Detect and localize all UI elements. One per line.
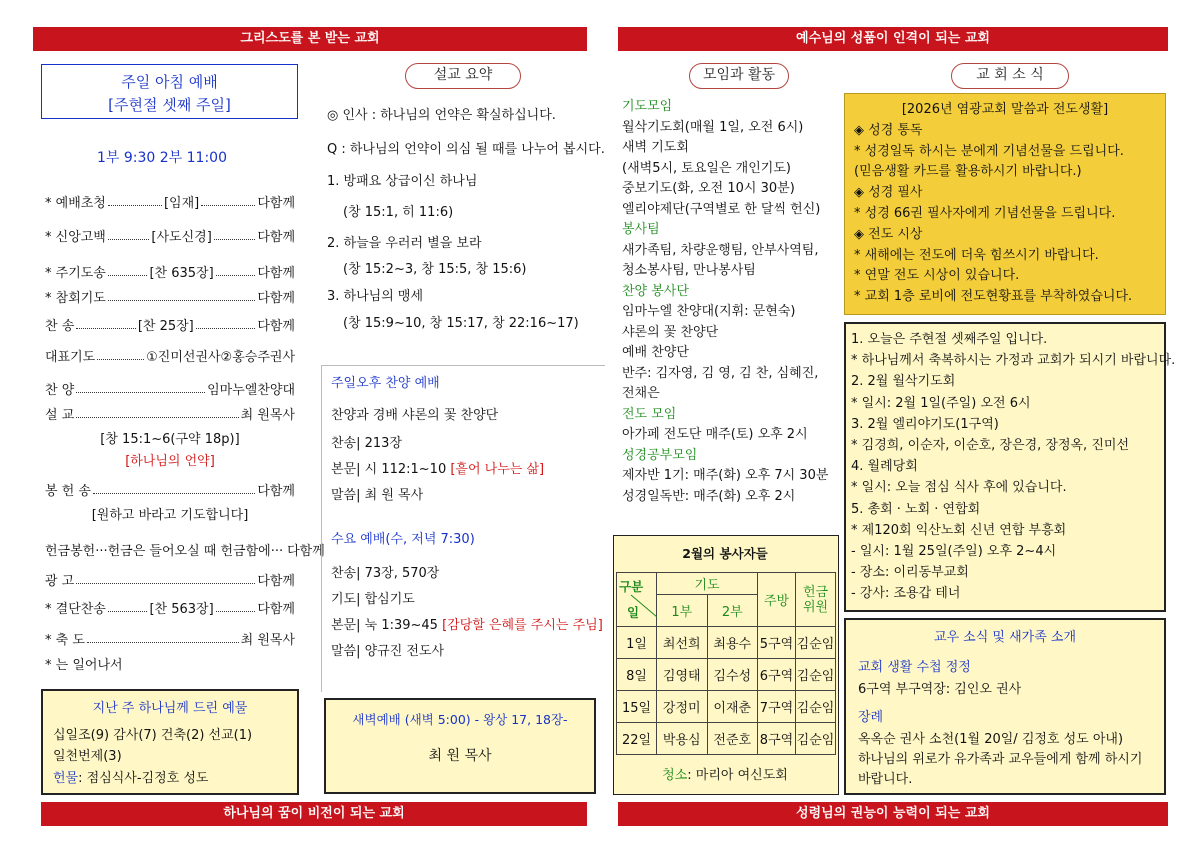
wed-line-2: 기도| 합심기도 [331, 592, 415, 607]
gift-label: 헌물 [53, 771, 79, 786]
dawn-speaker: 최 원 목사 [428, 748, 492, 764]
table-cell: 김순임 [796, 659, 836, 691]
table-row [617, 627, 836, 659]
order2-row [45, 480, 295, 498]
meetings-line: 중보기도(화, 오전 10시 30분) [622, 181, 795, 196]
offering-line-2: 일천번제(3) [53, 749, 122, 764]
table-cell: 전준호 [707, 723, 758, 755]
news-gold-line: ◈ 성경 필사 [854, 185, 923, 201]
dot-leader [108, 196, 162, 206]
order-row [45, 287, 295, 305]
gift-value: : 점심식사-김정호 성도 [78, 771, 209, 786]
cleaning-label: 청소 [662, 768, 688, 783]
news-gold-line: [2026년 염광교회 말씀과 전도생활] [901, 102, 1109, 117]
dot-leader [76, 574, 255, 584]
order-row [45, 226, 295, 244]
sermon-title: [하나님의 언약] [125, 454, 215, 469]
order2-row [45, 598, 295, 616]
order2-person: 최 원목사 [240, 632, 295, 648]
order2-row [45, 570, 295, 588]
members-heading-2: 장례 [858, 710, 884, 725]
table-cell: 김영태 [657, 659, 708, 691]
table-cell: 최용수 [707, 627, 758, 659]
banner-top-right: 예수님의 성품이 인격이 되는 교회 [618, 27, 1168, 51]
news-item: 3. 2월 엘리야기도(1구역) [851, 416, 999, 432]
dot-leader [97, 350, 144, 360]
meetings-line: 임마누엘 찬양대(지휘: 문현숙) [622, 304, 796, 319]
pm-sermon-title: [흩어 나누는 삶] [450, 462, 545, 477]
order2-label: * 결단찬송 [45, 601, 106, 617]
worship-subtitle: [주현절 셋째 주일] [108, 96, 231, 114]
order2-label: 광 고 [45, 573, 75, 589]
order-person: 다함께 [257, 290, 295, 306]
news-item: - 장소: 이리동부교회 [851, 565, 969, 581]
sermon-line: ◎ 인사 : 하나님의 언약은 확실하십니다. [327, 108, 556, 123]
order-row [45, 315, 295, 333]
header-gubun: 구분 [619, 579, 644, 594]
meetings-line: (새벽5시, 토요일은 개인기도) [622, 160, 791, 176]
table-row [617, 659, 836, 691]
dot-leader [93, 484, 255, 494]
order-label: * 신앙고백 [45, 229, 106, 245]
sermon-line: 1. 방패요 상급이신 하나님 [327, 174, 478, 189]
pm-line-2: 찬송| 213장 [331, 436, 402, 451]
members-line-4: 바랍니다. [858, 772, 913, 787]
worship-title-box [41, 64, 298, 119]
meetings-heading: 성경공부모임 [622, 447, 698, 463]
order-label: * 주기도송 [45, 265, 106, 281]
members-heading-1: 교회 생활 수첩 정정 [858, 660, 971, 675]
news-item: - 일시: 1월 25일(주일) 오후 2~4시 [851, 544, 1057, 559]
meetings-line: 성경일독반: 매주(화) 오후 2시 [622, 488, 796, 504]
table-cell: 22일 [617, 723, 657, 755]
order-row [45, 346, 295, 364]
header-service-2: 2부 [707, 595, 758, 627]
table-cell: 6구역 [758, 659, 796, 691]
wed-line-3 [331, 618, 603, 634]
header-gubun-il [617, 573, 657, 627]
members-line-2: 옥옥순 권사 소천(1월 20일/ 김정호 성도 아내) [858, 732, 1124, 747]
order-label: 설 교 [45, 407, 75, 423]
worship-title: 주일 아침 예배 [121, 73, 218, 91]
meetings-line: 반주: 김자영, 김 영, 김 찬, 심혜진, [622, 365, 819, 381]
pm-line-1: 찬양과 경배 샤론의 꽃 찬양단 [331, 408, 499, 423]
order2-person: 다함께 [257, 483, 295, 499]
news-item: 1. 오늘은 주현절 셋째주일 입니다. [851, 332, 1048, 347]
dot-leader [76, 383, 205, 393]
worship-times: 1부 9:30 2부 11:00 [97, 150, 227, 166]
members-title: 교우 소식 및 새가족 소개 [933, 630, 1077, 645]
meetings-line: 샤론의 꽃 찬양단 [622, 324, 719, 340]
banner-top-left: 그리스도를 본 받는 교회 [33, 27, 587, 51]
sermon-line: (창 15:2~3, 창 15:5, 창 15:6) [343, 262, 527, 277]
order-label: 찬 송 [45, 318, 75, 334]
pm-line-3 [331, 462, 544, 478]
meetings-line: 전채은 [622, 386, 660, 401]
table-cell: 5구역 [758, 627, 796, 659]
news-item: * 일시: 오늘 점심 식사 후에 있습니다. [851, 480, 1067, 496]
news-item: 2. 2월 월삭기도회 [851, 374, 956, 390]
dawn-title: 새벽예배 (새벽 5:00) - 왕상 17, 18장- [352, 712, 568, 727]
servants-table [616, 572, 836, 755]
standing-note: * 는 일어나서 [45, 658, 123, 673]
offering-gift [53, 771, 208, 787]
order2-person: 다함께 [257, 601, 295, 617]
meetings-line: 청소봉사팀, 만나봉사팀 [622, 263, 756, 278]
meetings-line: 새벽 기도회 [622, 140, 689, 155]
order2-hymn: [찬 563장] [149, 601, 214, 617]
sermon-line: 2. 하늘을 우러러 별을 보라 [327, 236, 482, 251]
sermon-line: Q : 하나님의 언약이 의심 될 때를 나누어 봅시다. [327, 142, 605, 157]
pm-scripture: 본문| 시 112:1~10 [331, 462, 451, 477]
order-person: 다함께 [257, 229, 296, 245]
news-gold-line: (믿음생활 카드를 활용하시기 바랍니다.) [854, 164, 1082, 180]
news-item: * 김경희, 이순자, 이순호, 장은경, 장정옥, 진미선 [851, 438, 1129, 453]
news-gold-line: ◈ 전도 시상 [854, 226, 923, 242]
wed-line-1: 찬송| 73장, 570장 [331, 566, 440, 581]
order-row [45, 262, 295, 280]
cleaning-value: : 마리아 여신도회 [687, 768, 788, 783]
banner-bottom-left: 하나님의 꿈이 비전이 되는 교회 [41, 802, 587, 826]
meetings-title: 모임과 활동 [689, 63, 789, 89]
dot-leader [76, 408, 238, 418]
order2-label: * 축 도 [45, 632, 85, 648]
members-box [844, 618, 1166, 795]
offering-box [41, 689, 299, 795]
meetings-line: 제자반 1기: 매주(화) 오후 7시 30분 [622, 468, 829, 483]
meetings-line: 월삭기도회(매월 1일, 오전 6시) [622, 119, 804, 135]
news-item: - 강사: 조용갑 테너 [851, 586, 961, 602]
meetings-line: 아가페 전도단 매주(토) 오후 2시 [622, 427, 808, 442]
header-il: 일 [627, 605, 640, 620]
banner-bottom-right: 성령님의 권능이 능력이 되는 교회 [618, 802, 1168, 826]
sermon-line: (창 15:9~10, 창 15:17, 창 22:16~17) [343, 316, 579, 331]
sermon-scripture: [창 15:1~6(구약 18p)] [100, 432, 240, 447]
servants-title: 2월의 봉사자들 [682, 546, 768, 561]
order-person: 다함께 [257, 195, 296, 211]
table-cell: 김수성 [707, 659, 758, 691]
dot-leader [108, 230, 150, 240]
meetings-heading: 찬양 봉사단 [622, 283, 689, 299]
news-gold-line: * 성경 66권 필사자에게 기념선물을 드립니다. [854, 206, 1116, 221]
dot-leader [214, 230, 256, 240]
sermon-line: 3. 하나님의 맹세 [327, 289, 424, 304]
order-row [45, 404, 295, 422]
table-cell: 강정미 [657, 691, 708, 723]
meetings-heading: 봉사팀 [622, 222, 660, 237]
dot-leader [201, 196, 255, 206]
order-person: 임마누엘찬양대 [207, 382, 295, 398]
order-label: * 참회기도 [45, 290, 106, 306]
news-title: 교 회 소 식 [951, 63, 1069, 89]
order2-row [45, 629, 295, 647]
dawn-box [324, 698, 596, 794]
order2-label: 헌금봉헌···헌금은 들어오실 때 헌금함에··· [45, 543, 284, 559]
table-cell: 최선희 [657, 627, 708, 659]
table-cell: 박용심 [657, 723, 708, 755]
meetings-heading: 기도모임 [622, 99, 673, 114]
dot-leader [87, 633, 239, 643]
order2-person: 다함께 [257, 573, 295, 589]
dot-leader [108, 602, 148, 612]
table-cell: 1일 [617, 627, 657, 659]
table-row [617, 723, 836, 755]
meetings-line: 새가족팀, 차량운행팀, 안부사역팀, [622, 242, 819, 258]
wed-line-4: 말씀| 양규진 전도사 [331, 644, 445, 659]
order-hymn: [찬 25장] [137, 318, 194, 334]
sermon-summary-title: 설교 요약 [405, 63, 521, 89]
wed-title: 수요 예배(수, 저녁 7:30) [331, 532, 475, 547]
news-gold-line: * 성경일독 하시는 분에게 기념선물을 드립니다. [854, 143, 1124, 159]
order-row [45, 192, 295, 210]
meetings-line: 예배 찬양단 [622, 345, 689, 360]
order2-person: 다함께 [287, 543, 325, 559]
order-hymn: [사도신경] [151, 229, 212, 245]
members-line-1: 6구역 부구역장: 김인오 권사 [858, 682, 1022, 697]
news-gold-line: * 연말 전도 시상이 있습니다. [854, 268, 1020, 284]
header-kitchen: 주방 [758, 573, 796, 627]
meetings-line: 엘리야제단(구역별로 한 달씩 헌신) [622, 201, 821, 217]
offering-song: [원하고 바라고 기도합니다] [91, 508, 249, 523]
members-line-3: 하나님의 위로가 유가족과 교우들에게 함께 하시기 [858, 752, 1143, 767]
order2-row [45, 540, 325, 559]
order2-label: 봉 헌 송 [45, 483, 91, 499]
table-cell: 이재춘 [707, 691, 758, 723]
table-cell: 8일 [617, 659, 657, 691]
dot-leader [196, 319, 256, 329]
news-item: 5. 총회 · 노회 · 연합회 [851, 501, 981, 517]
order-label: 찬 양 [45, 382, 75, 398]
sermon-line: (창 15:1, 히 11:6) [343, 205, 454, 220]
order-person: 다함께 [257, 318, 295, 334]
offering-title: 지난 주 하나님께 드린 예물 [92, 701, 248, 716]
news-item: * 하나님께서 축복하시는 가정과 교회가 되시기 바랍니다. [851, 353, 1176, 369]
cleaning-line [614, 768, 836, 784]
dot-leader [216, 266, 256, 276]
dot-leader [108, 266, 148, 276]
news-item: * 제120회 익산노회 신년 연합 부흥회 [851, 522, 1067, 538]
dot-leader [216, 602, 256, 612]
servants-box [613, 535, 839, 795]
order-person: 최 원목사 [240, 407, 295, 423]
wed-scripture: 본문| 눅 1:39~45 [331, 618, 443, 633]
order-hymn: [임재] [163, 195, 200, 211]
header-service-1: 1부 [657, 595, 708, 627]
header-offering-committee: 헌금 위원 [796, 573, 836, 627]
news-item: * 일시: 2월 1일(주일) 오전 6시 [851, 395, 1031, 411]
header-prayer: 기도 [657, 573, 758, 595]
news-gold-line: ◈ 성경 통독 [854, 122, 923, 138]
wed-sermon-title: [감당할 은혜를 주시는 주님] [442, 618, 603, 633]
order-row [45, 379, 295, 397]
dot-leader [108, 291, 255, 301]
table-row [617, 691, 836, 723]
table-cell: 8구역 [758, 723, 796, 755]
order-label: 대표기도 [45, 349, 96, 365]
order-label: * 예배초청 [45, 195, 106, 211]
order-person: 다함께 [257, 265, 295, 281]
pm-title: 주일오후 찬양 예배 [331, 376, 440, 391]
table-cell: 15일 [617, 691, 657, 723]
table-cell: 7구역 [758, 691, 796, 723]
meetings-heading: 전도 모임 [622, 406, 677, 422]
news-gold-line: * 새해에는 전도에 더욱 힘쓰시기 바랍니다. [854, 247, 1099, 263]
table-cell: 김순임 [796, 627, 836, 659]
offering-line-1: 십일조(9) 감사(7) 건축(2) 선교(1) [53, 728, 253, 743]
order-person: ①진미선권사②홍승주권사 [146, 349, 295, 365]
dot-leader [76, 319, 136, 329]
pm-line-4: 말씀| 최 원 목사 [331, 488, 424, 503]
diagonal-line [617, 573, 657, 627]
order-hymn: [찬 635장] [149, 265, 214, 281]
news-item: 4. 월례당회 [851, 459, 918, 475]
table-cell: 김순임 [796, 723, 836, 755]
news-gold-line: * 교회 1층 로비에 전도현황표를 부착하였습니다. [854, 289, 1133, 305]
table-cell: 김순임 [796, 691, 836, 723]
